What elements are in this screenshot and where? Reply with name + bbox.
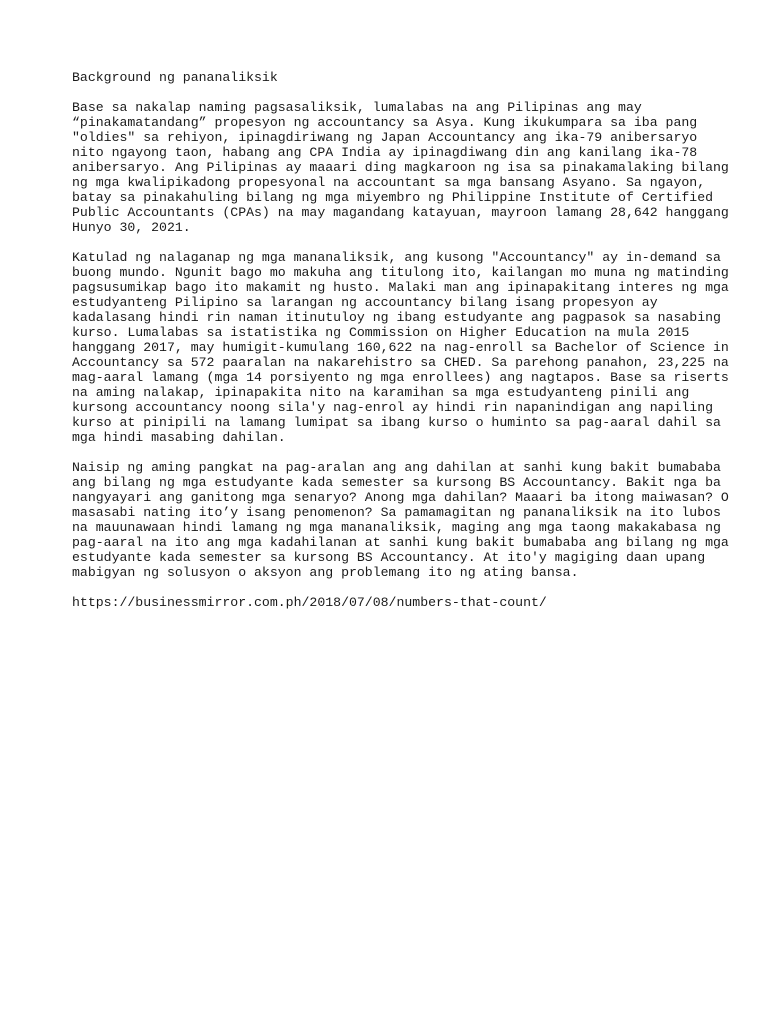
text-line: mga hindi masabing dahilan. <box>72 430 286 445</box>
text-line: buong mundo. Ngunit bago mo makuha ang titulong ito, kailangan mo muna ng matinding <box>72 265 729 280</box>
text-line: kursong accountancy noong sila'y nag-enrol ay hindi rin napanindigan ang napiling <box>72 400 714 415</box>
text-line: anibersaryo. Ang Pilipinas ay maaari ding magkaroon ng isa sa pinakamalaking bilang <box>72 160 729 175</box>
text-line: pag-aaral na ito ang mga kadahilanan at sanhi kung bakit bumababa ang bilang ng mga <box>72 535 729 550</box>
text-line: mabigyan ng solusyon o aksyon ang problemang ito ng ating bansa. <box>72 565 579 580</box>
text-line: na aming nalakap, ipinapakita nito na karamihan sa mga estudyanteng pinili ang <box>72 385 690 400</box>
text-line: nangyayari ang ganitong mga senaryo? Anong mga dahilan? Maaari ba itong maiwasan? O <box>72 490 729 505</box>
paragraph-2 <box>72 250 729 445</box>
text-line: “pinakamatandang” propesyon ng accountancy sa Asya. Kung ikukumpara sa iba pang <box>72 115 698 130</box>
source-link[interactable]: https://businessmirror.com.ph/2018/07/08/numbers-that-count/ <box>72 595 547 610</box>
text-line: batay sa pinakahuling bilang ng mga miyembro ng Philippine Institute of Certified <box>72 190 714 205</box>
text-line: estudyanteng Pilipino sa larangan ng accountancy bilang isang propesyon ay <box>72 295 658 310</box>
text-line: Accountancy sa 572 paaralan na nakarehistro sa CHED. Sa parehong panahon, 23,225 na <box>72 355 729 370</box>
text-line: mag-aaral lamang (mga 14 porsiyento ng mga enrollees) ang nagtapos. Base sa riserts <box>72 370 729 385</box>
section-heading: Background ng pananaliksik <box>72 70 278 85</box>
text-line: pagsusumikap bago ito makamit ng husto. Malaki man ang ipinapakitang interes ng mga <box>72 280 729 295</box>
text-line: Public Accountants (CPAs) na may magandang katayuan, mayroon lamang 28,642 hanggang <box>72 205 729 220</box>
text-line: Naisip ng aming pangkat na pag-aralan ang ang dahilan at sanhi kung bakit bumababa <box>72 460 721 475</box>
text-line: kurso at pinipili na lamang lumipat sa ibang kurso o huminto sa pag-aaral dahil sa <box>72 415 721 430</box>
text-line: estudyante kada semester sa kursong BS Accountancy. At ito'y magiging daan upang <box>72 550 706 565</box>
text-line: kurso. Lumalabas sa istatistika ng Commission on Higher Education na mula 2015 <box>72 325 690 340</box>
text-line: ng mga kwalipikadong propesyonal na accountant sa mga bansang Asyano. Sa ngayon, <box>72 175 706 190</box>
text-line: kadalasang hindi rin naman itinutuloy ng ibang estudyante ang pagpasok sa nasabing <box>72 310 721 325</box>
text-line: masasabi nating ito’y isang penomenon? Sa pamamagitan ng pananaliksik na ito lubos <box>72 505 721 520</box>
document-body <box>72 70 729 610</box>
paragraph-1 <box>72 100 729 235</box>
text-line: na mauunawaan hindi lamang ng mga mananaliksik, maging ang mga taong makakabasa ng <box>72 520 721 535</box>
text-line: Katulad ng nalaganap ng mga mananaliksik, ang kusong "Accountancy" ay in-demand sa <box>72 250 721 265</box>
text-line: nito ngayong taon, habang ang CPA India ay ipinagdiwang din ang kanilang ika-78 <box>72 145 698 160</box>
text-line: Base sa nakalap naming pagsasaliksik, lumalabas na ang Pilipinas ang may <box>72 100 642 115</box>
text-line: hanggang 2017, may humigit-kumulang 160,622 na nag-enroll sa Bachelor of Science in <box>72 340 729 355</box>
text-line: Hunyo 30, 2021. <box>72 220 191 235</box>
text-line: ang bilang ng mga estudyante kada semester sa kursong BS Accountancy. Bakit nga ba <box>72 475 721 490</box>
text-line: "oldies" sa rehiyon, ipinagdiriwang ng Japan Accountancy ang ika-79 anibersaryo <box>72 130 698 145</box>
paragraph-3 <box>72 460 729 580</box>
